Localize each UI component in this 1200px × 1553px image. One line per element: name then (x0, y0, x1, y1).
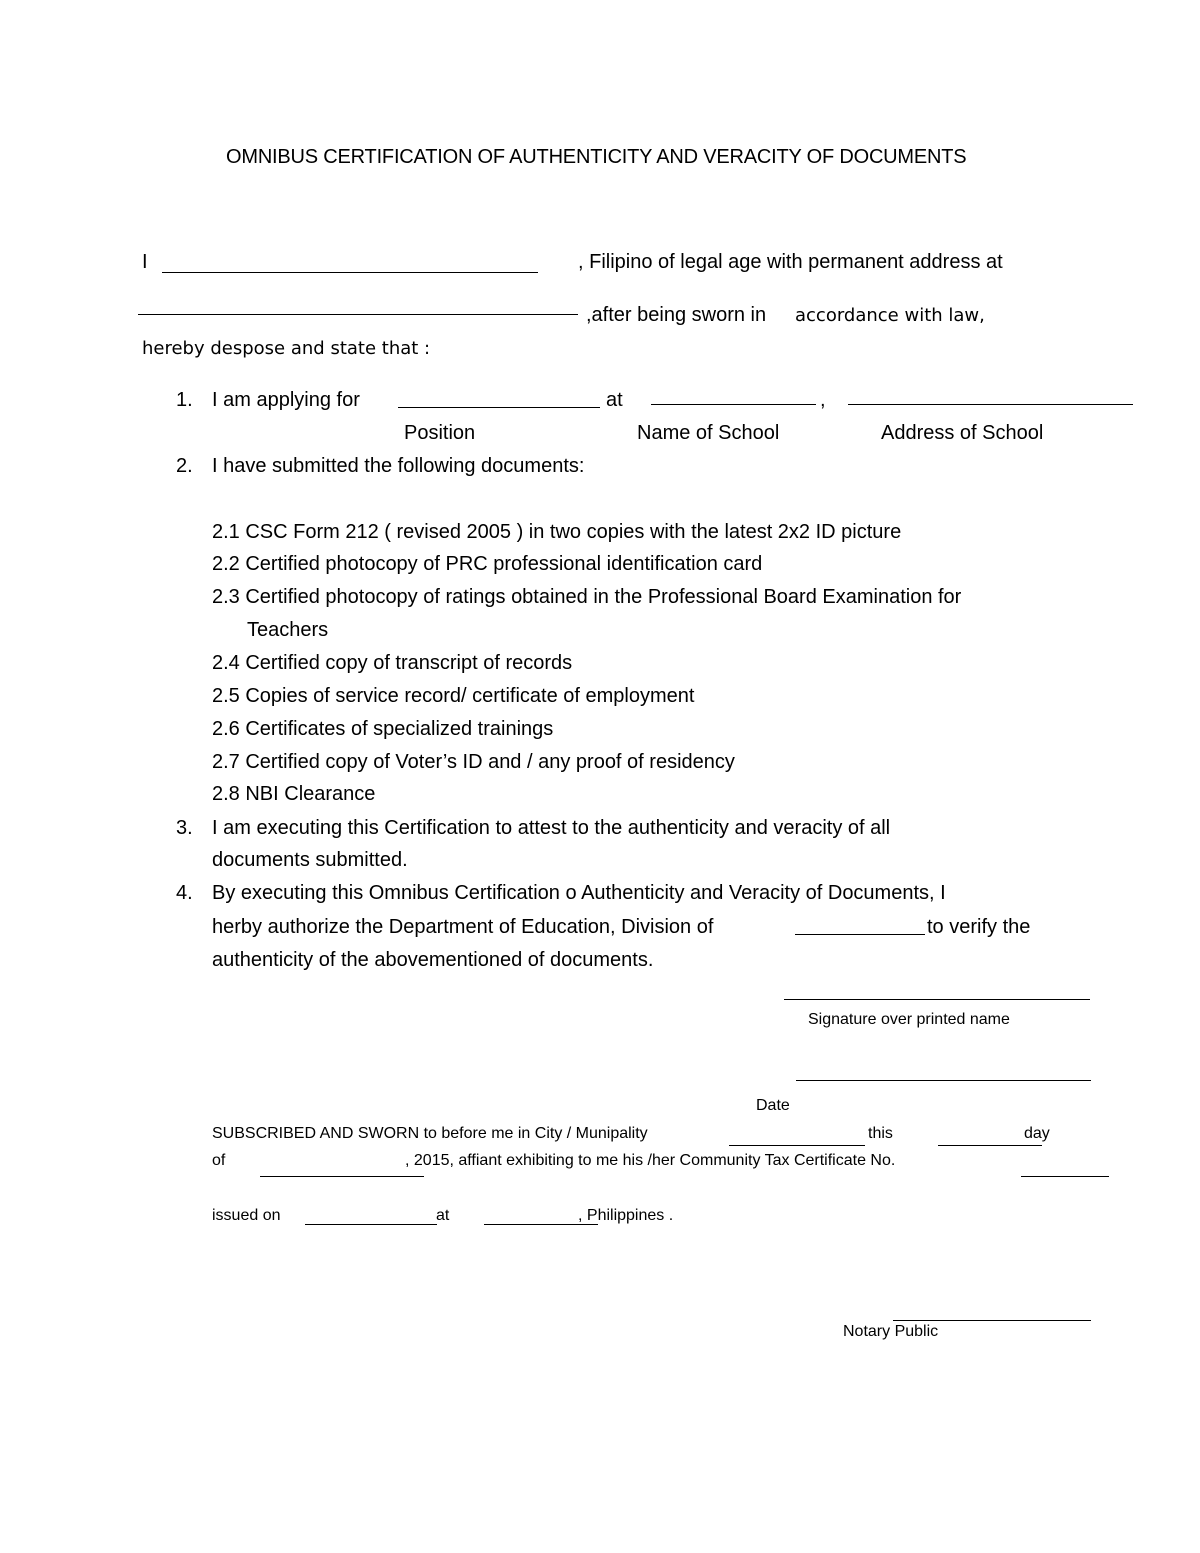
jurat-this-text: this (868, 1125, 893, 1142)
notary-signature-line[interactable] (893, 1320, 1091, 1321)
month-blank[interactable] (260, 1176, 424, 1177)
subitem-2-2: 2.2 Certified photocopy of PRC professional identification card (212, 553, 763, 575)
jurat-day-text: day (1024, 1125, 1050, 1142)
date-line[interactable] (796, 1080, 1091, 1081)
item-4-number: 4. (176, 882, 193, 904)
subitem-2-3-continued: Teachers (247, 619, 329, 641)
position-blank[interactable] (398, 407, 600, 408)
jurat-philippines-text: , Philippines . (578, 1207, 674, 1224)
city-blank[interactable] (729, 1145, 865, 1146)
item-4-line-3: authenticity of the abovementioned of documents. (212, 949, 654, 971)
school-address-label: Address of School (881, 422, 1044, 444)
school-name-blank[interactable] (651, 404, 816, 405)
subitem-2-4: 2.4 Certified copy of transcript of records (212, 652, 573, 674)
item-3-line-2: documents submitted. (212, 849, 408, 871)
division-blank[interactable] (795, 934, 925, 935)
subitem-2-5: 2.5 Copies of service record/ certificate of employment (212, 685, 695, 707)
address-blank[interactable] (138, 314, 578, 315)
item-1-comma: , (820, 389, 826, 411)
subitem-2-8: 2.8 NBI Clearance (212, 783, 376, 805)
jurat-of-text: of (212, 1152, 226, 1169)
position-label: Position (404, 422, 476, 444)
subitem-2-3: 2.3 Certified photocopy of ratings obtained in the Professional Board Examination for (212, 586, 962, 608)
document-title: OMNIBUS CERTIFICATION OF AUTHENTICITY AND VERACITY OF DOCUMENTS (226, 146, 967, 168)
day-blank[interactable] (938, 1145, 1042, 1146)
item-4-line-1: By executing this Omnibus Certification o Authenticity and Veracity of Documents, I (212, 882, 946, 904)
jurat-issued-text: issued on (212, 1207, 281, 1224)
intro-filipino-text: , Filipino of legal age with permanent address at (578, 251, 1003, 273)
signature-line[interactable] (784, 999, 1090, 1000)
jurat-subscribed-text: SUBSCRIBED AND SWORN to before me in City / Munipality (212, 1125, 648, 1142)
school-name-label: Name of School (637, 422, 780, 444)
item-2-text: I have submitted the following documents: (212, 455, 585, 477)
ctc-number-blank[interactable] (1021, 1176, 1109, 1177)
intro-sworn-text: ,after being sworn in (586, 304, 767, 326)
intro-accordance-text: accordance with law, (795, 305, 985, 326)
item-3-line-1: I am executing this Certification to attest to the authenticity and veracity of all (212, 817, 891, 839)
name-blank[interactable] (162, 272, 538, 273)
item-4-line-2: herby authorize the Department of Education, Division of (212, 916, 714, 938)
item-1-number: 1. (176, 389, 193, 411)
jurat-affiant-text: , 2015, affiant exhibiting to me his /her Community Tax Certificate No. (405, 1152, 896, 1169)
item-2-number: 2. (176, 455, 193, 477)
item-1-text: I am applying for (212, 389, 360, 411)
jurat-at-text: at (436, 1207, 450, 1224)
intro-hereby-text: hereby despose and state that : (142, 338, 431, 359)
item-1-at: at (606, 389, 623, 411)
signature-label: Signature over printed name (808, 1011, 1010, 1028)
school-address-blank[interactable] (848, 404, 1133, 405)
subitem-2-7: 2.7 Certified copy of Voter’s ID and / any proof of residency (212, 751, 735, 773)
subitem-2-6: 2.6 Certificates of specialized trainings (212, 718, 554, 740)
intro-i-label: I (142, 251, 148, 273)
issued-date-blank[interactable] (305, 1224, 437, 1225)
date-label: Date (756, 1097, 790, 1114)
item-4-verify-text: to verify the (927, 916, 1031, 938)
subitem-2-1: 2.1 CSC Form 212 ( revised 2005 ) in two copies with the latest 2x2 ID picture (212, 521, 902, 543)
item-3-number: 3. (176, 817, 193, 839)
notary-label: Notary Public (843, 1323, 939, 1340)
